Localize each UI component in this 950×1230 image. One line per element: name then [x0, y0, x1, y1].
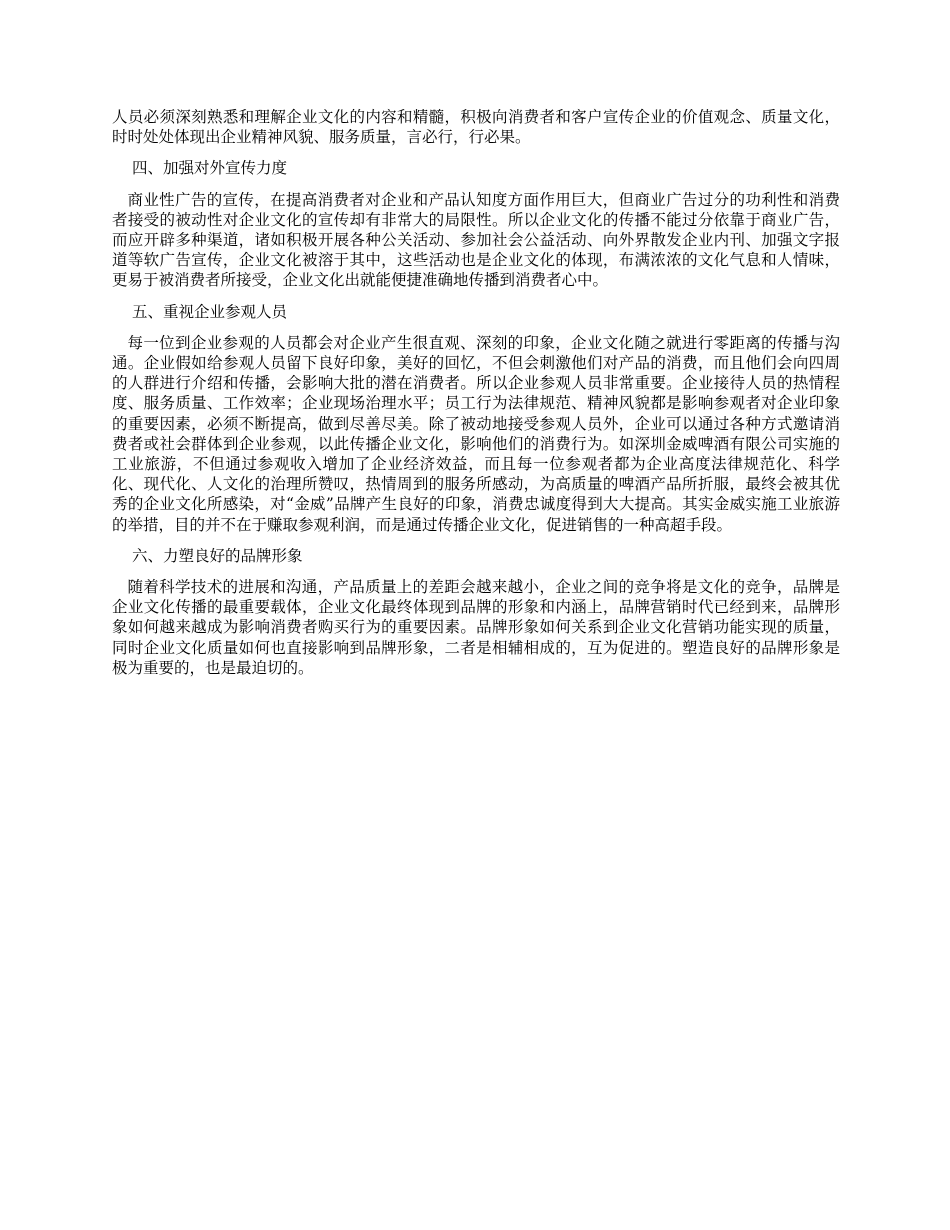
document-body [112, 107, 840, 678]
paragraph-section-5: 每一位到企业参观的人员都会对企业产生很直观、深刻的印象，企业文化随之就进行零距离的传播与沟通。企业假如给参观人员留下良好印象，美好的回忆，不但会刺激他们对产品的消费，而且他们会向四周的人群进行介绍和传播，会影响大批的潜在消费者。所以企业参观人员非常重要。企业接待人员的热情程度、服务质量、工作效率；企业现场治理水平；员工行为法律规范、精神风貌都是影响参观者对企业印象的重要因素，必须不断提高，做到尽善尽美。除了被动地接受参观人员外，企业可以通过各种方式邀请消费者或社会群体到企业参观，以此传播企业文化，影响他们的消费行为。如深圳金威啤酒有限公司实施的工业旅游，不但通过参观收入增加了企业经济效益，而且每一位参观者都为企业高度法律规范化、科学化、现代化、人文化的治理所赞叹，热情周到的服务所感动，为高质量的啤酒产品所折服，最终会被其优秀的企业文化所感染，对“金威”品牌产生良好的印象，消费忠诚度得到大大提高。其实金威实施工业旅游的举措，目的并不在于赚取参观利润，而是通过传播企业文化，促进销售的一种高超手段。 [112, 333, 840, 534]
section-heading-5: 五、重视企业参观人员 [132, 302, 288, 321]
paragraph-section-6: 随着科学技术的进展和沟通，产品质量上的差距会越来越小，企业之间的竞争将是文化的竞争，品牌是企业文化传播的最重要载体，企业文化最终体现到品牌的形象和内涵上，品牌营销时代已经到来，品牌形象如何越来越成为影响消费者购买行为的重要因素。品牌形象如何关系到企业文化营销功能实现的质量，同时企业文化质量如何也直接影响到品牌形象，二者是相辅相成的，互为促进的。塑造良好的品牌形象是极为重要的，也是最迫切的。 [112, 578, 840, 677]
section-heading-6: 六、力塑良好的品牌形象 [132, 546, 303, 565]
paragraph-section-4: 商业性广告的宣传，在提高消费者对企业和产品认知度方面作用巨大，但商业广告过分的功利性和消费者接受的被动性对企业文化的宣传却有非常大的局限性。所以企业文化的传播不能过分依靠于商业广告，而应开辟多种渠道，诸如积极开展各种公关活动、参加社会公益活动、向外界散发企业内刊、加强文字报道等软广告宣传，企业文化被溶于其中，这些活动也是企业文化的体现，布满浓浓的文化气息和人情味，更易于被消费者所接受，企业文化出就能便捷准确地传播到消费者心中。 [112, 190, 840, 290]
section-heading-4: 四、加强对外宣传力度 [132, 159, 288, 178]
paragraph-intro: 人员必须深刻熟悉和理解企业文化的内容和精髓，积极向消费者和客户宣传企业的价值观念、质量文化，时时处处体现出企业精神风貌、服务质量，言必行，行必果。 [112, 108, 840, 147]
